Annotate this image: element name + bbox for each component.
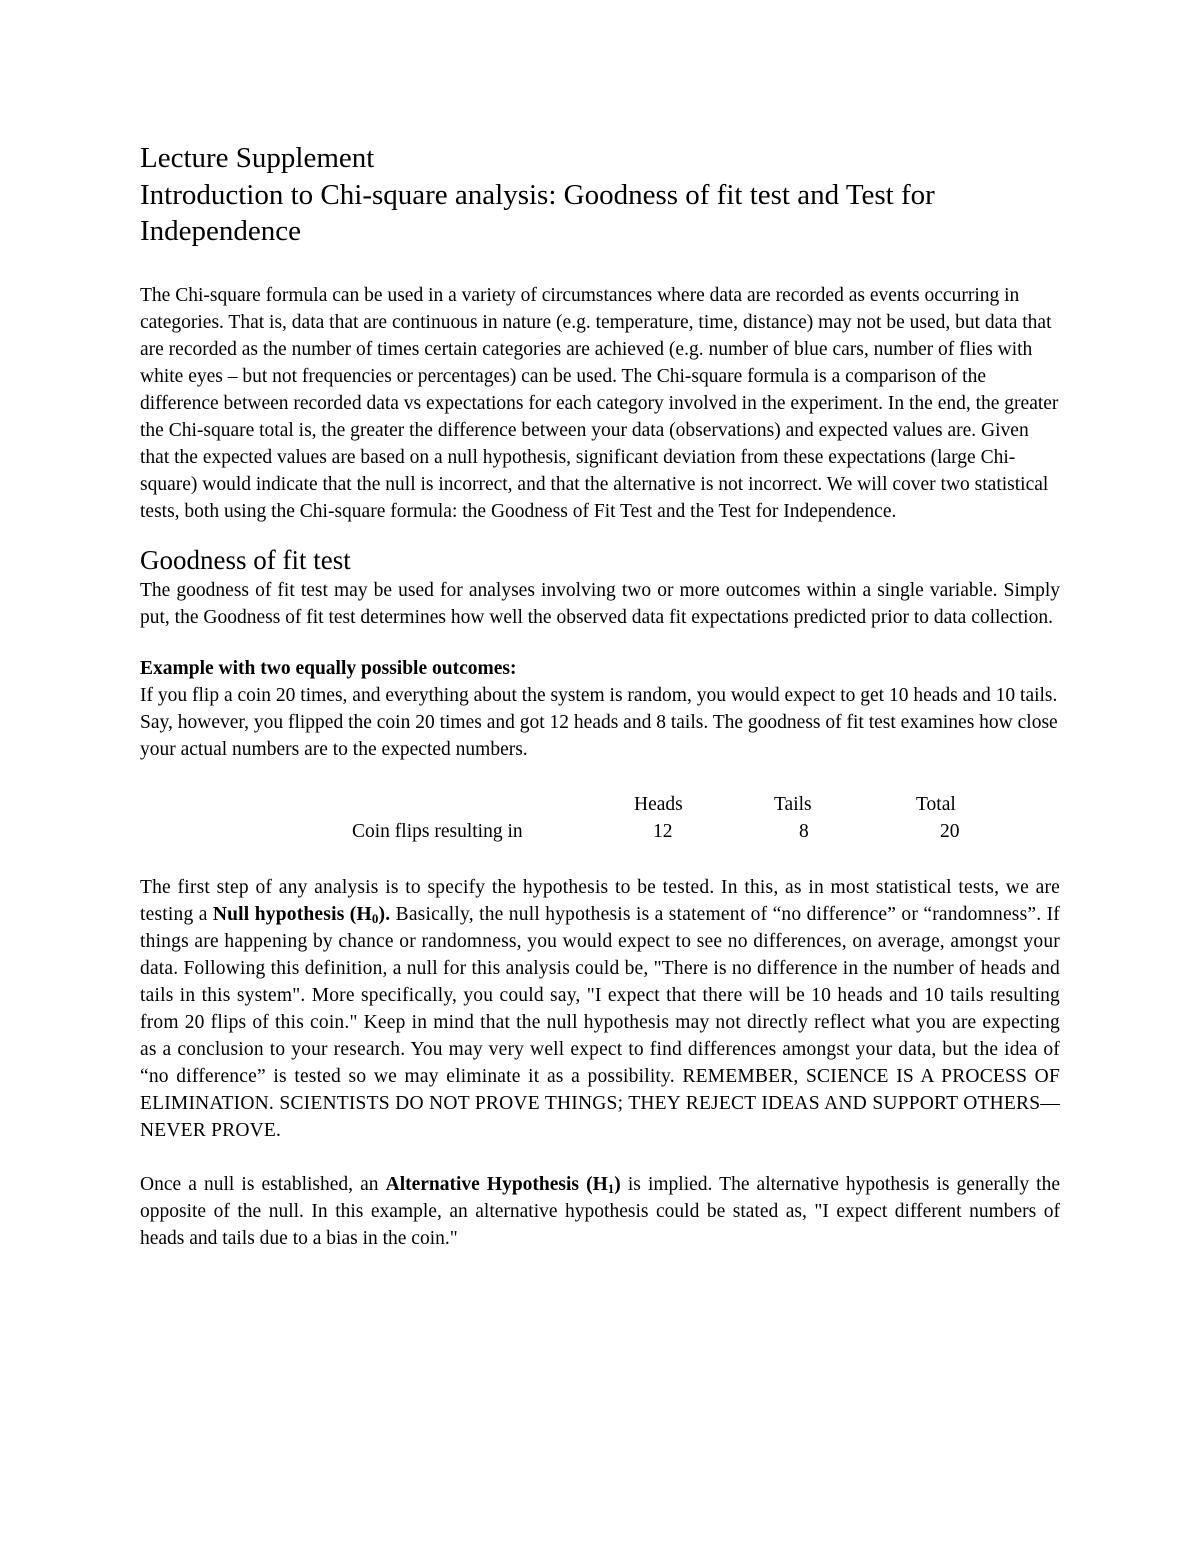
example-paragraph: If you flip a coin 20 times, and everything about the system is random, you would expect to get 10 heads and 10 tails. Say, however, you flipped the coin 20 times and got 12 heads and 8 tails. The goodness of fit test examines how close your actual numbers are to the expected numbers. [140,684,1058,760]
example-heading: Example with two equally possible outcomes: [140,657,517,679]
table-header-tails: Tails [774,793,812,815]
table-cell-tails: 8 [799,820,809,842]
table-header-heads: Heads [634,793,683,815]
null-hypothesis-term: Null hypothesis $(H_0)$. [212,903,391,926]
intro-paragraph: The Chi-square formula can be used in a variety of circumstances where data are recorded as events occurring in categories. That is, data that are continuous in nature (e.g. temperature, time, distance) may not be used, but data that are recorded as the number of times certain categories are achieved (e.g. number of blue cars, number of flies with white eyes – but not frequencies or percentages) can be used. The Chi-square formula is a comparison of the difference between recorded data vs expectations for each category involved in the experiment. In the end, the greater the Chi-square total is, the greater the difference between your data (observations) and expected values are. Given that the expected values are based on a null hypothesis, significant deviation from these expectations (large Chi-square) would indicate that the null is incorrect, and that the alternative is not incorrect. We will cover two statistical tests, both using the Chi-square formula: the Goodness of Fit Test and the Test for Independence. [140,284,1059,522]
gof-paragraph: The goodness of fit test may be used for analyses involving two or more outcomes within a single variable. Simply put, the Goodness of fit test determines how well the observed data fit expectations predicted prior to data collection. [140,579,1060,628]
title-line-3: Independence [140,215,302,247]
alt-text-part2: is implied. The alternative hypothesis is generally the opposite of the null. In this example, an alternative hypothesis could be stated as, "I expect different numbers of heads and tails due to a bias in the coin." [140,1173,1060,1249]
table-header-total: Total [916,793,956,815]
gof-heading: Goodness of fit test [140,544,351,575]
null-text-part2: Basically, the null hypothesis is a statement of “no difference” or “randomness”. If things are happening by chance or randomness, you would expect to see no differences, on average, amongst your data. Following this definition, a null for this analysis could be, "There is no difference in the number of heads and tails in this system". More specifically, you could say, "I expect that there will be 10 heads and 10 tails resulting from 20 flips of this coin." Keep in mind that the null hypothesis may not directly reflect what you are expecting as a conclusion to your research. You may very well expect to find differences amongst your data, but the idea of “no difference” is tested so we may eliminate it as a possibility. REMEMBER, SCIENCE IS A PROCESS OF ELIMINATION. SCIENTISTS DO NOT PROVE THINGS; THEY REJECT IDEAS AND SUPPORT OTHERS—NEVER PROVE. [140,903,1060,1141]
title-line-2: Introduction to Chi-square analysis: Goodness of fit test and Test for [140,178,935,211]
null-hypothesis-paragraph [140,874,1060,1144]
alternative-hypothesis-paragraph [140,1171,1060,1252]
coin-flip-table [140,791,1060,847]
document-page [140,140,1060,1252]
table-cell-total: 20 [940,820,960,842]
document-title-block [140,140,1060,250]
title-line-1: Lecture Supplement [140,142,375,174]
table-cell-heads: 12 [653,820,673,842]
alternative-hypothesis-term: Alternative Hypothesis $(H_1)$ [385,1173,621,1196]
null-text-part1: The first step of any analysis is to specify the hypothesis to be tested. In this, as in most statistical tests, we are testing a [140,876,1060,925]
alt-text-part1: Once a null is established, an [140,1173,386,1195]
table-row-label: Coin flips resulting in [352,820,523,842]
